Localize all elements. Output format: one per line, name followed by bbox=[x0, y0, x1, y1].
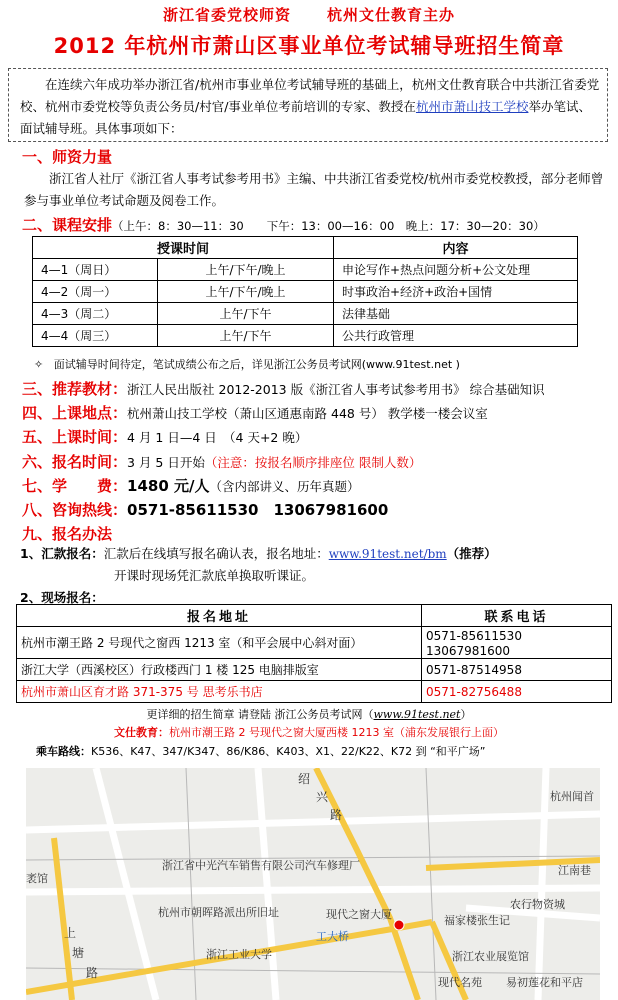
map-label: 路 bbox=[86, 966, 99, 980]
cell-date: 4—2（周一） bbox=[33, 281, 158, 303]
section-7-label: 七、学 费： bbox=[22, 477, 128, 495]
location-map[interactable] bbox=[26, 768, 600, 1000]
org-name-2: 杭州文仕教育主办 bbox=[327, 6, 456, 24]
map-label: 易初莲花和平店 bbox=[506, 976, 583, 989]
intro-paragraph bbox=[20, 74, 600, 140]
table-row bbox=[17, 681, 612, 703]
section-6-note: （注意：按报名顺序排座位 限制人数） bbox=[204, 455, 422, 470]
footer-org-address: 杭州市潮王路 2 号现代之窗大厦西楼 1213 室（浦东发展银行上面） bbox=[169, 726, 504, 739]
recommend-tag: （推荐） bbox=[446, 546, 497, 561]
table-row bbox=[33, 281, 578, 303]
interview-note bbox=[34, 356, 460, 372]
map-roads bbox=[26, 768, 600, 1000]
onsite-label: 2、现场报名： bbox=[20, 590, 104, 605]
map-label: 杭州市朝晖路派出所旧址 bbox=[158, 906, 279, 919]
footer-text-b: ） bbox=[460, 708, 472, 721]
cell-session: 上午/下午/晚上 bbox=[158, 259, 334, 281]
col-header-addr: 报名地址 bbox=[17, 605, 422, 627]
diamond-icon: ✧ bbox=[34, 358, 44, 371]
section-5-label: 五、上课时间： bbox=[22, 428, 128, 446]
cell-addr: 杭州市萧山区育才路 371-375 号 思考乐书店 bbox=[17, 681, 422, 703]
section-3-value: 浙江人民出版社 2012-2013 版《浙江省人事考试参考用书》 综合基础知识 bbox=[127, 382, 545, 397]
footer-text-a: 更详细的招生简章 请登陆 浙江公务员考试网（ bbox=[146, 708, 374, 721]
schedule-table bbox=[32, 236, 578, 347]
cell-session: 上午/下午/晚上 bbox=[158, 281, 334, 303]
table-row bbox=[33, 325, 578, 347]
map-label: 绍 bbox=[298, 772, 311, 786]
intro-text-1: 在连续六年成功举办浙江省/杭州市事业单位考试辅导班的基础上，杭州文仕教育联合中共浙江省委党校、杭州市委党校等负责公务员/村官/事业单位考前培训的专家、教授在 bbox=[20, 77, 600, 114]
section-9-title: 九、报名办法 bbox=[22, 525, 113, 543]
map-label: 浙江农业展览馆 bbox=[452, 950, 529, 963]
footer-line-3 bbox=[36, 743, 486, 759]
cell-content: 法律基础 bbox=[334, 303, 578, 325]
col-header-content: 内容 bbox=[334, 237, 578, 259]
map-label: 福家楼张生记 bbox=[444, 914, 510, 927]
cell-date: 4—1（周日） bbox=[33, 259, 158, 281]
map-label: 现代之窗大厦 bbox=[326, 908, 392, 921]
table-row bbox=[17, 627, 612, 659]
bus-route-label: 乘车路线： bbox=[36, 745, 91, 758]
bus-route-text: K536、K47、347/K347、86/K86、K403、X1、22/K22、K72 到 “和平广场” bbox=[91, 745, 486, 758]
section-1-body: 浙江省人社厅《浙江省人事考试参考用书》主编、中共浙江省委党校/杭州市委党校教授，部分老师曾参与事业单位考试命题及阅卷工作。 bbox=[24, 171, 604, 208]
table-row bbox=[33, 303, 578, 325]
footer-line-1 bbox=[0, 706, 618, 722]
section-8-label: 八、咨询热线： bbox=[22, 501, 128, 519]
map-label: 路 bbox=[330, 808, 343, 822]
location-table bbox=[16, 604, 612, 703]
map-label: 上 bbox=[64, 926, 77, 940]
section-8 bbox=[22, 499, 388, 520]
cell-date: 4—3（周二） bbox=[33, 303, 158, 325]
remit-label: 1、汇款报名： bbox=[20, 546, 104, 561]
hotline-numbers: 0571-85611530 13067981600 bbox=[127, 501, 389, 519]
section-1-title: 一、师资力量 bbox=[22, 148, 113, 166]
map-label: 浙江工业大学 bbox=[206, 948, 272, 961]
cell-phone: 0571-82756488 bbox=[422, 681, 612, 703]
section-2-times: （上午：8：30—11：30 下午：13：00—16：00 晚上：17：30—20：30） bbox=[112, 219, 545, 233]
table-row bbox=[33, 259, 578, 281]
section-4 bbox=[22, 402, 488, 423]
map-label: 农行物资城 bbox=[510, 898, 565, 911]
cell-date: 4—4（周三） bbox=[33, 325, 158, 347]
section-7 bbox=[22, 475, 359, 496]
footer-org-label: 文仕教育： bbox=[114, 726, 169, 739]
remit-line-2: 开课时现场凭汇款底单换取听课证。 bbox=[114, 568, 315, 583]
section-7-note: （含内部讲义、历年真题） bbox=[209, 479, 360, 494]
remit-text: 汇款后在线填写报名确认表，报名地址： bbox=[103, 546, 329, 561]
section-2-title: 二、课程安排 bbox=[22, 216, 113, 234]
col-header-phone: 联系电话 bbox=[422, 605, 612, 627]
page-title: 2012 年杭州市萧山区事业单位考试辅导班招生简章 bbox=[53, 34, 565, 58]
map-label: 现代名苑 bbox=[438, 976, 482, 989]
footer-link[interactable]: www.91test.net bbox=[373, 708, 461, 721]
cell-phone: 0571-85611530 13067981600 bbox=[422, 627, 612, 659]
section-4-value: 杭州萧山技工学校（萧山区通惠南路 448 号） 教学楼一楼会议室 bbox=[127, 406, 488, 421]
section-4-label: 四、上课地点： bbox=[22, 404, 128, 422]
org-banner bbox=[0, 4, 618, 25]
cell-content: 时事政治+经济+政治+国情 bbox=[334, 281, 578, 303]
interview-note-text: 面试辅导时间待定，笔试成绩公布之后，详见浙江公务员考试网(www.91test.net ) bbox=[53, 358, 460, 371]
map-label: 江南巷 bbox=[558, 864, 591, 877]
map-label: 浙江省中光汽车销售有限公司汽车修理厂 bbox=[162, 859, 360, 872]
cell-session: 上午/下午 bbox=[158, 325, 334, 347]
intro-text-2: 举办笔试、面试辅导班。具体事项如下： bbox=[20, 99, 591, 136]
section-5-value: 4 月 1 日—4 日 （4 天+2 晚） bbox=[127, 430, 308, 445]
cell-content: 公共行政管理 bbox=[334, 325, 578, 347]
table-row bbox=[17, 659, 612, 681]
map-label: 杭州闻首 bbox=[550, 790, 594, 803]
org-name-1: 浙江省委党校师资 bbox=[162, 6, 291, 24]
col-header-time: 授课时间 bbox=[33, 237, 334, 259]
section-6-label: 六、报名时间： bbox=[22, 453, 128, 471]
cell-content: 申论写作+热点问题分析+公文处理 bbox=[334, 259, 578, 281]
map-label: 兴 bbox=[316, 790, 329, 804]
map-label: 袤馆 bbox=[26, 872, 48, 885]
cell-addr: 浙江大学（西溪校区）行政楼西门 1 楼 125 电脑排版室 bbox=[17, 659, 422, 681]
section-3 bbox=[22, 378, 545, 399]
footer-line-2 bbox=[0, 724, 618, 740]
tuition-fee: 1480 元/人 bbox=[127, 477, 210, 495]
section-6-value: 3 月 5 日开始 bbox=[127, 455, 205, 470]
section-5 bbox=[22, 426, 307, 447]
section-6 bbox=[22, 451, 421, 472]
map-label: 塘 bbox=[72, 946, 85, 960]
table-header-row bbox=[33, 237, 578, 259]
section-2-header bbox=[22, 214, 545, 235]
cell-addr: 杭州市潮王路 2 号现代之窗西 1213 室（和平会展中心斜对面） bbox=[17, 627, 422, 659]
map-label: 工大桥 bbox=[316, 930, 349, 943]
intro-link[interactable]: 杭州市萧山技工学校 bbox=[415, 99, 529, 114]
cell-phone: 0571-87514958 bbox=[422, 659, 612, 681]
section-3-label: 三、推荐教材： bbox=[22, 380, 128, 398]
cell-session: 上午/下午 bbox=[158, 303, 334, 325]
remit-line bbox=[20, 543, 497, 565]
signup-link[interactable]: www.91test.net/bm bbox=[328, 547, 447, 561]
table-header-row bbox=[17, 605, 612, 627]
